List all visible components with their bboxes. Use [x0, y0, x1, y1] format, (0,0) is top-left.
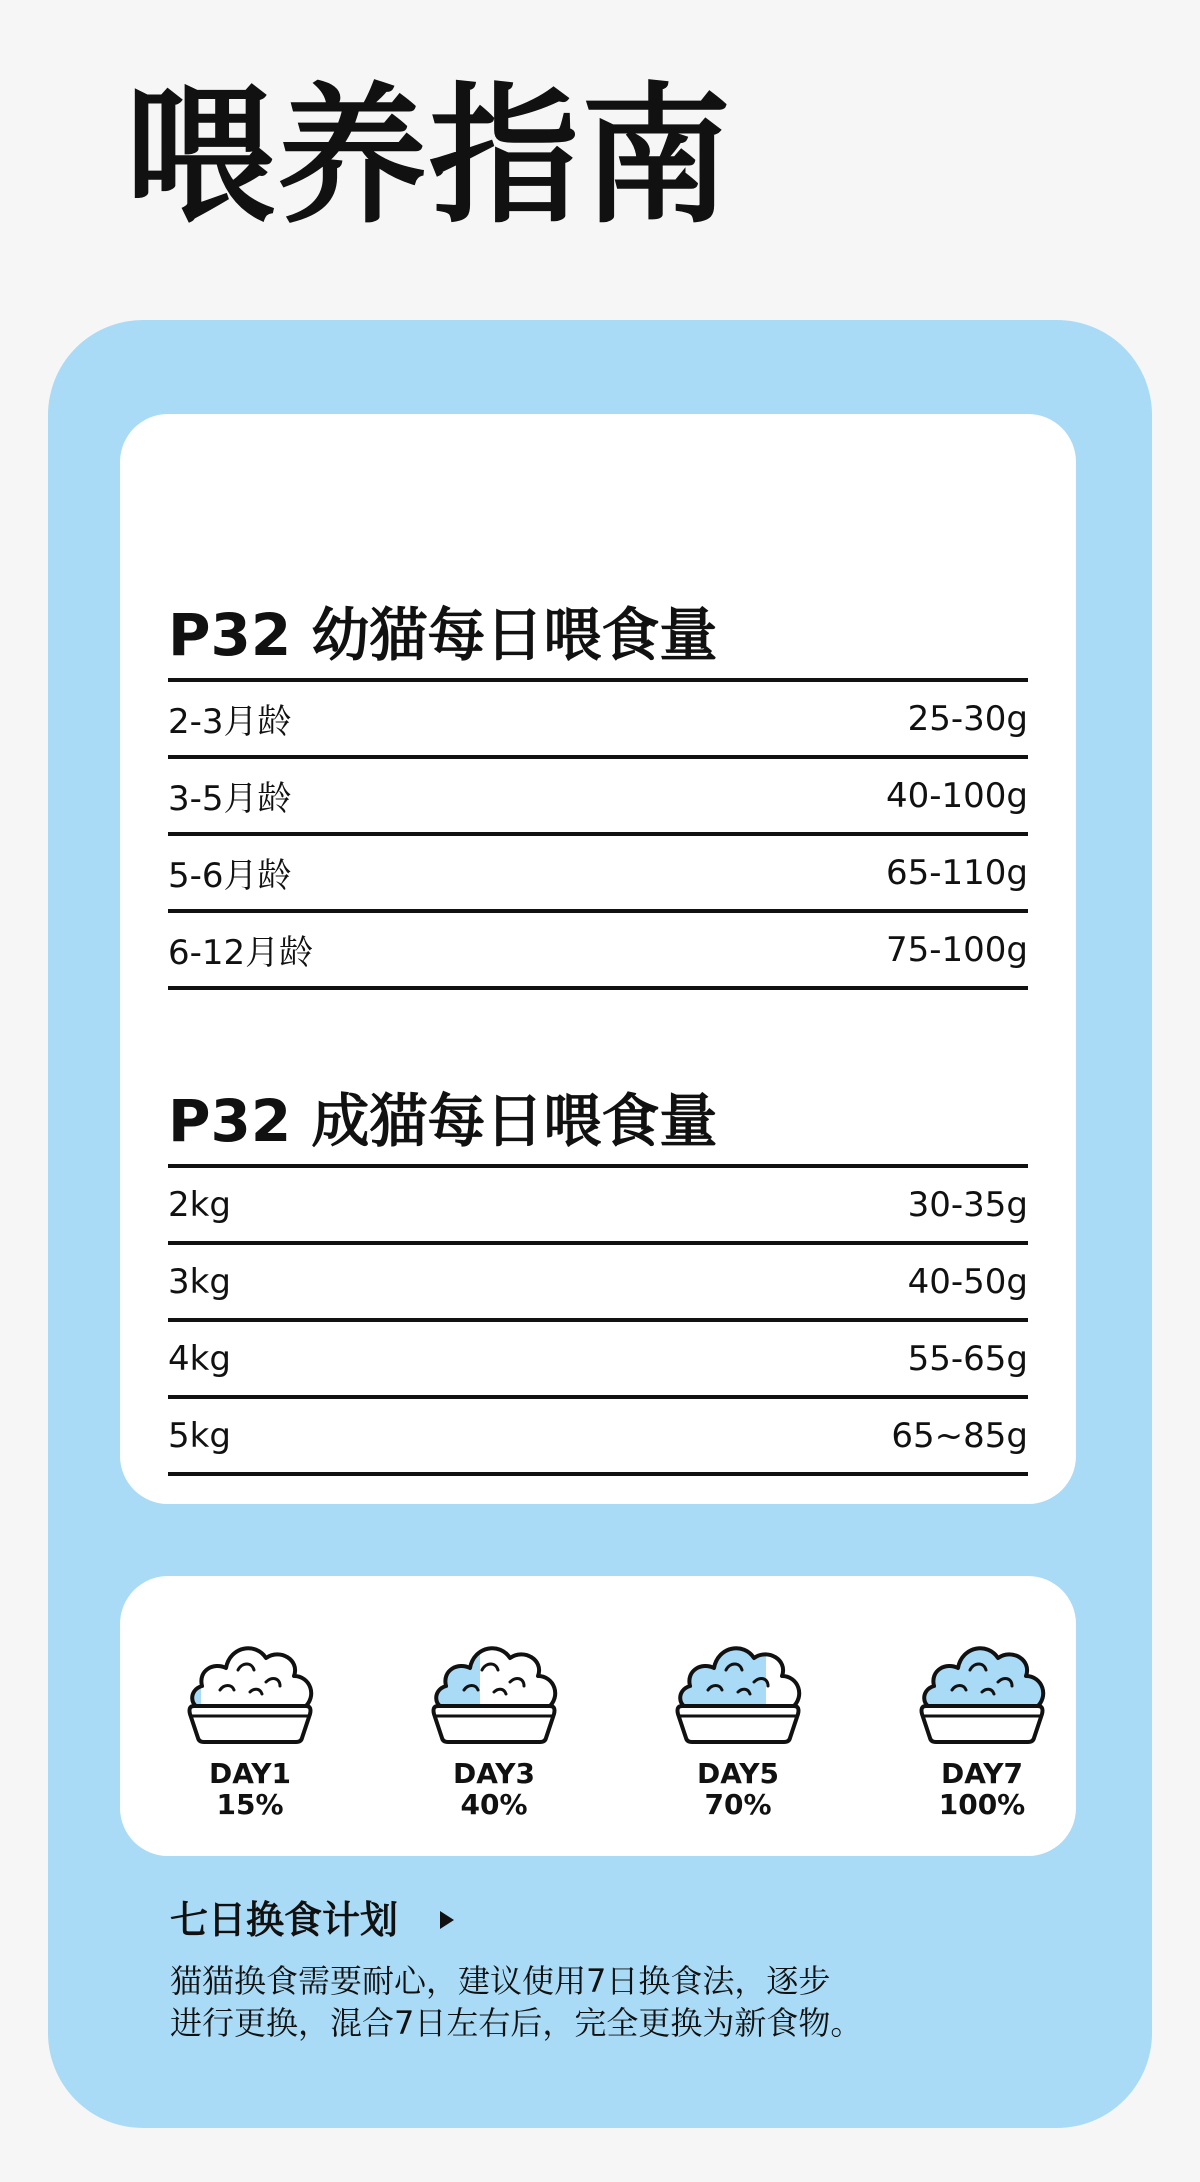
table-row	[168, 1399, 1028, 1476]
plan-description-line: 进行更换，混合7日左右后，完全更换为新食物。	[170, 2004, 863, 2042]
stage-percent-label: 15%	[216, 1788, 284, 1821]
table-row	[168, 1322, 1028, 1399]
bowl-base	[190, 1706, 311, 1742]
transition-stage	[658, 1626, 818, 1820]
transition-stage	[170, 1626, 330, 1820]
stage-percent-label: 70%	[704, 1788, 772, 1821]
food-bowl-icon	[180, 1626, 320, 1746]
stage-day-label: DAY1	[209, 1757, 291, 1790]
plan-description-line: 猫猫换食需要耐心，建议使用7日换食法，逐步	[170, 1962, 831, 2000]
guide-panel	[48, 320, 1152, 2128]
stage-day-label: DAY7	[941, 1757, 1023, 1790]
table-row	[168, 913, 1028, 990]
table-row	[168, 1245, 1028, 1322]
adult-feeding-table	[168, 1164, 1028, 1476]
table-row	[168, 1168, 1028, 1245]
row-value: 75-100g	[885, 929, 1028, 970]
new-food-fill	[180, 1626, 201, 1716]
stage-day-label: DAY3	[453, 1757, 535, 1790]
food-bowl-icon	[424, 1626, 564, 1746]
row-label: 5kg	[168, 1415, 231, 1456]
adult-section-title: P32 成猫每日喂食量	[168, 1087, 718, 1155]
old-food-mound	[192, 1648, 311, 1708]
row-value: 65~85g	[891, 1415, 1028, 1456]
transition-stage	[414, 1626, 574, 1820]
row-label: 2kg	[168, 1184, 231, 1225]
transition-stages	[120, 1576, 1076, 1856]
page-title: 喂养指南	[125, 70, 734, 244]
row-value: 30-35g	[907, 1184, 1028, 1225]
food-bowl-icon	[912, 1626, 1052, 1746]
row-value: 40-50g	[907, 1261, 1028, 1302]
transition-stage	[902, 1626, 1062, 1820]
stage-percent-label: 40%	[460, 1788, 528, 1821]
stage-percent-label: 100%	[938, 1788, 1026, 1821]
bowl-base	[434, 1706, 555, 1742]
table-row	[168, 836, 1028, 913]
row-value: 40-100g	[885, 775, 1028, 816]
bowl-base	[922, 1706, 1043, 1742]
row-label: 3-5月龄	[168, 779, 292, 819]
bowl-base	[678, 1706, 799, 1742]
row-label: 2-3月龄	[168, 702, 292, 742]
play-arrow-icon	[440, 1911, 454, 1929]
row-value: 55-65g	[907, 1338, 1028, 1379]
plan-description	[170, 1960, 1050, 2044]
table-row	[168, 682, 1028, 759]
food-bowl-icon	[668, 1626, 808, 1746]
table-row	[168, 759, 1028, 836]
feeding-table-card	[120, 414, 1076, 1504]
row-value: 25-30g	[907, 698, 1028, 739]
stage-day-label: DAY5	[697, 1757, 779, 1790]
transition-card	[120, 1576, 1076, 1856]
kitten-section-title: P32 幼猫每日喂食量	[168, 601, 718, 669]
row-label: 4kg	[168, 1338, 231, 1379]
row-label: 5-6月龄	[168, 856, 292, 896]
plan-title-text: 七日换食计划	[170, 1898, 399, 1942]
new-food-fill	[912, 1626, 1052, 1716]
plan-title[interactable]	[170, 1896, 454, 1944]
row-label: 3kg	[168, 1261, 231, 1302]
kitten-feeding-table	[168, 678, 1028, 990]
row-value: 65-110g	[885, 852, 1028, 893]
row-label: 6-12月龄	[168, 933, 314, 973]
